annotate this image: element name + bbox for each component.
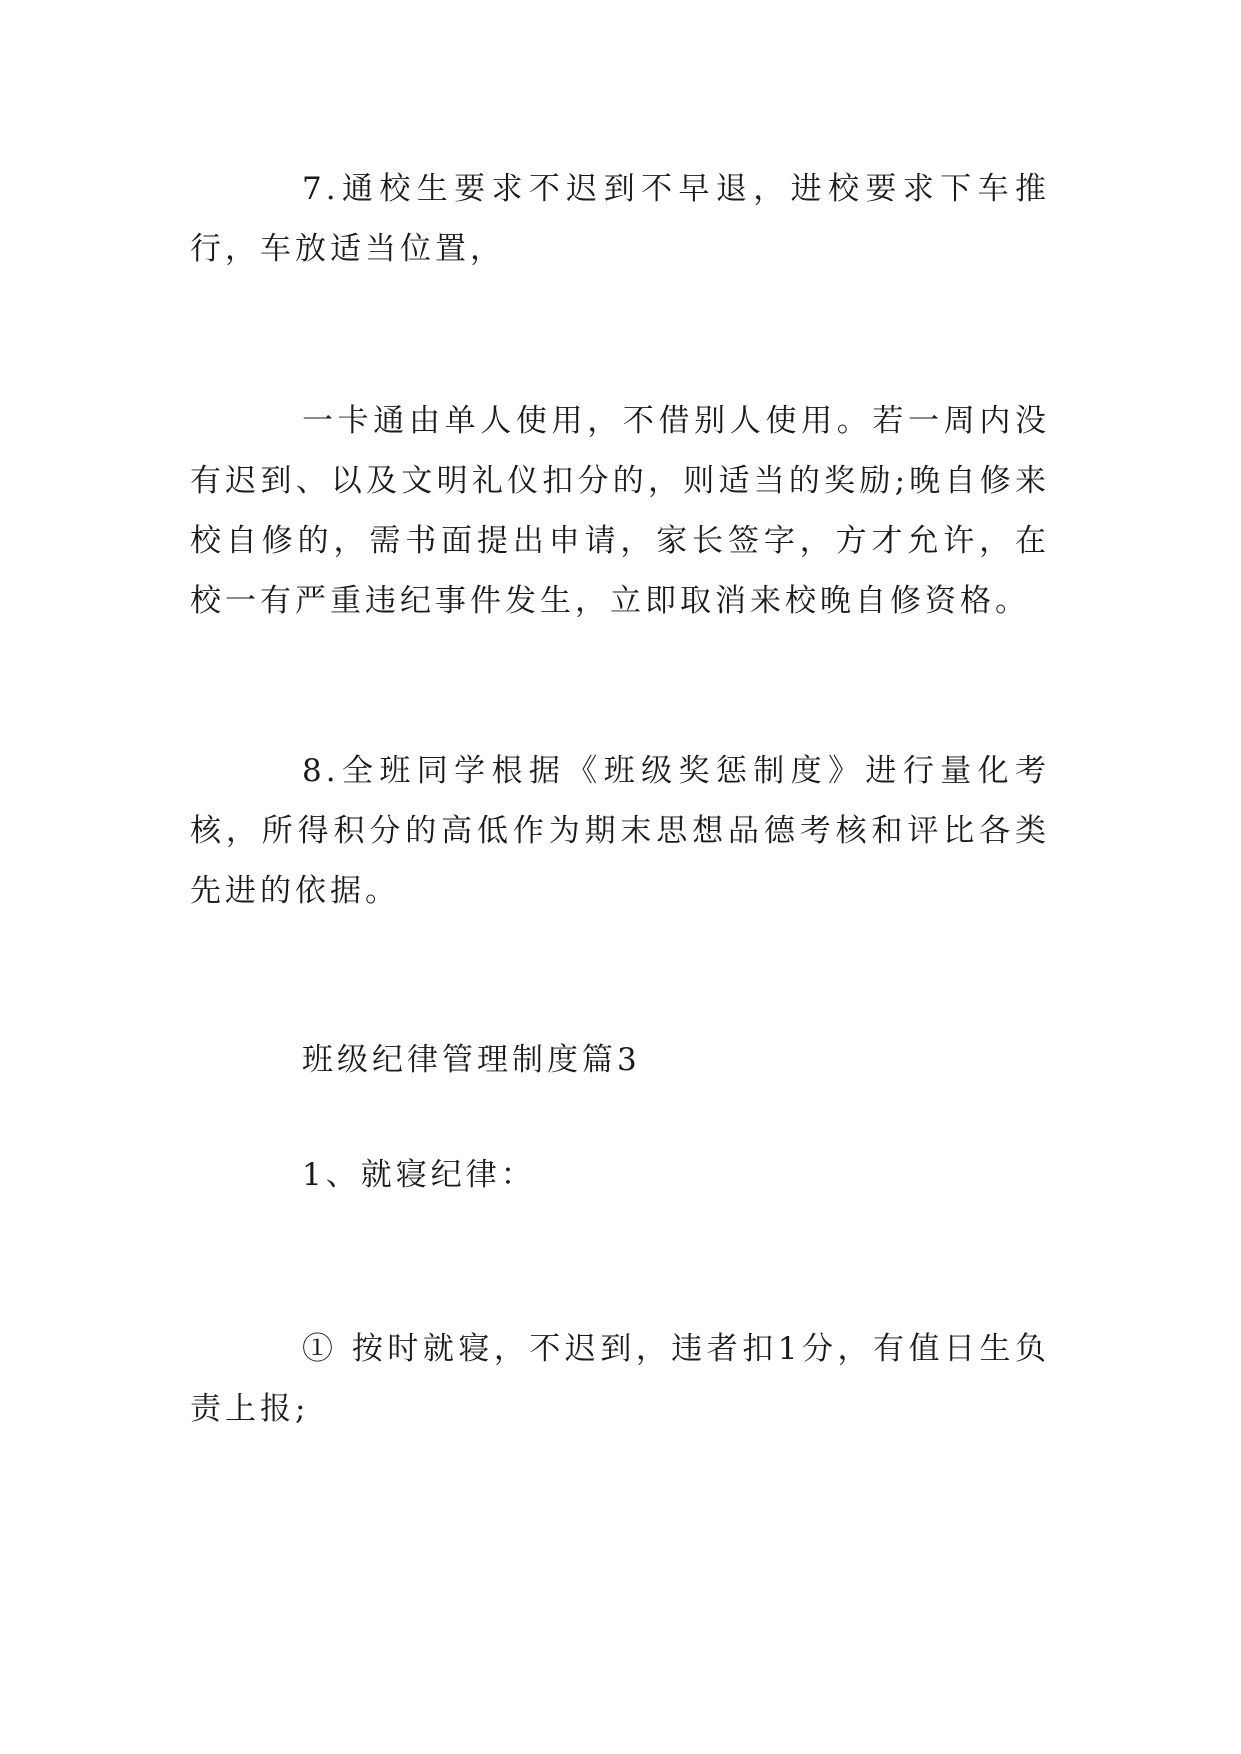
paragraph-item-7: 7.通校生要求不迟到不早退，进校要求下车推行，车放适当位置， xyxy=(190,171,1050,267)
subsection-heading: 1、就寝纪律： xyxy=(302,1157,536,1193)
paragraph-card-usage: 一卡通由单人使用，不借别人使用。若一周内没有迟到、以及文明礼仪扣分的，则适当的奖励;晚自修来校自修的，需书面提出申请，家长签字，方才允许，在校一有严重违纪事件发生，立即取消来校晚自修资格。 xyxy=(190,403,1050,619)
paragraph-rule-1: ① 按时就寝，不迟到，违者扣1分，有值日生负责上报; xyxy=(190,1331,1050,1427)
section-heading: 班级纪律管理制度篇3 xyxy=(302,1042,641,1078)
paragraph-item-8: 8.全班同学根据《班级奖惩制度》进行量化考核，所得积分的高低作为期末思想品德考核和评比各类先进的依据。 xyxy=(190,753,1050,909)
